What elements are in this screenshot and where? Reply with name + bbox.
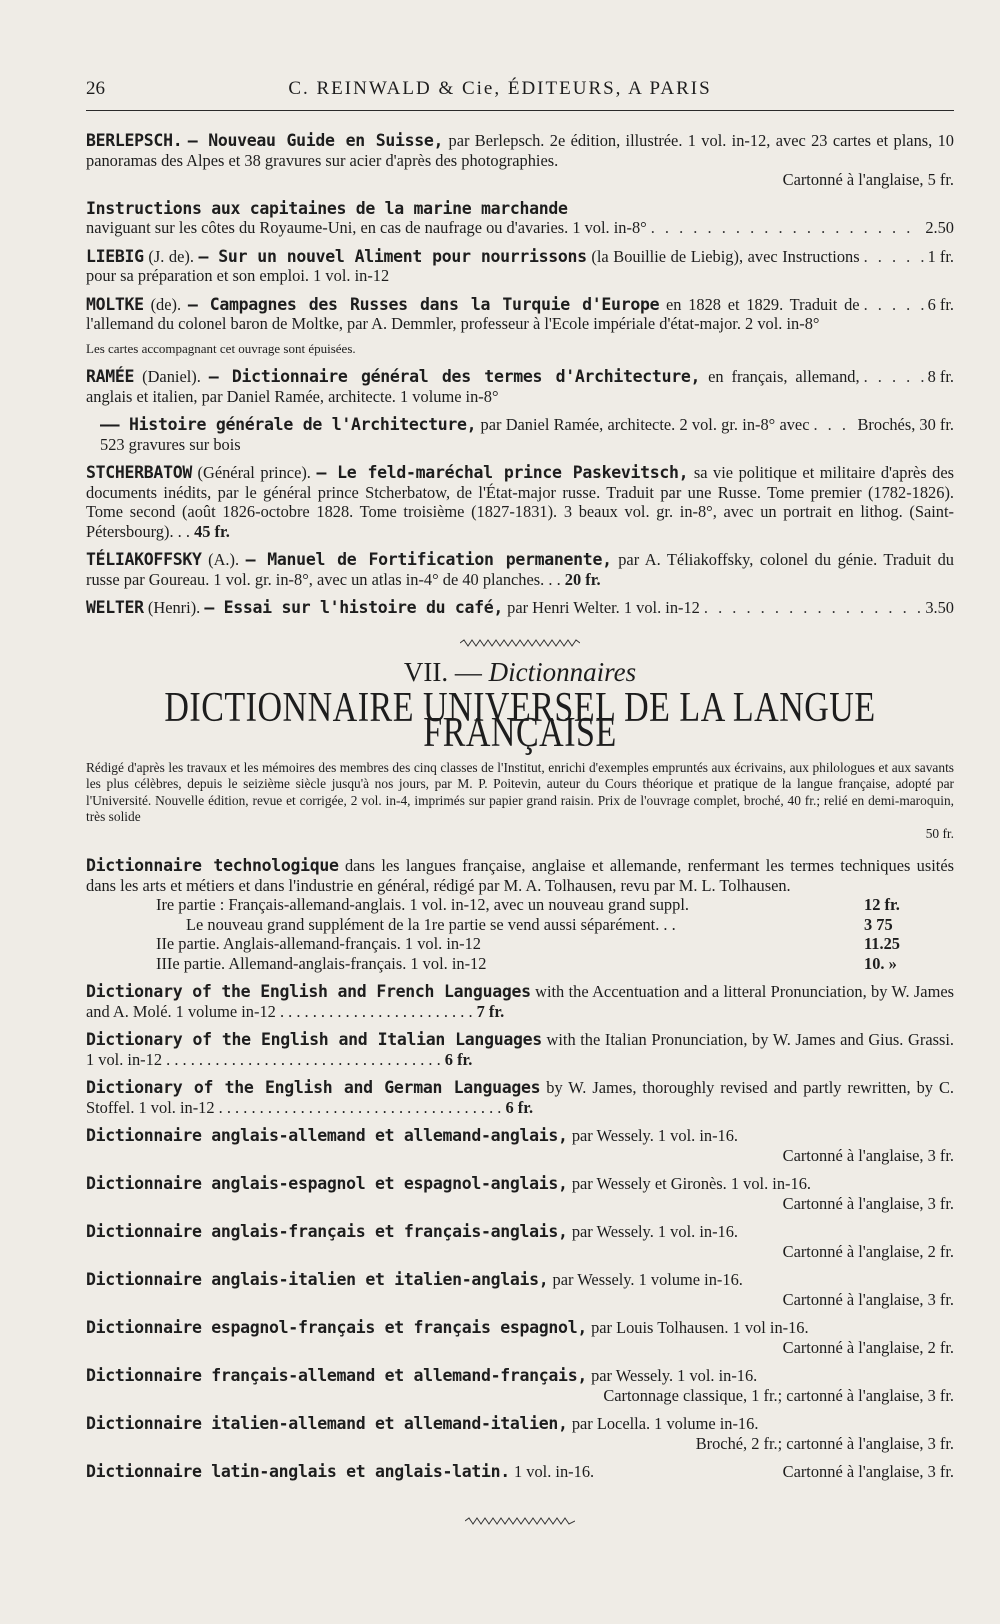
entry-title: — Manuel de Fortification permanente, — [245, 550, 612, 569]
entry-title: Dictionnaire anglais-allemand et allemand-anglais, — [86, 1126, 568, 1145]
entry-price: 2.50 — [925, 218, 954, 237]
entry-price: 20 fr. — [564, 569, 601, 589]
entry-text: par Louis Tolhausen. 1 vol in-16. — [591, 1318, 809, 1337]
entry-author: BERLEPSCH. — [86, 131, 183, 150]
entry-title: — Nouveau Guide en Suisse, — [187, 131, 444, 150]
entry-author-rest: (J. de). — [148, 246, 194, 266]
entry-berlepsch — [86, 131, 954, 190]
entry-ramee — [86, 367, 954, 406]
entry-title: Dictionnaire anglais-italien et italien-anglais, — [86, 1270, 549, 1289]
list-item: IIIe partie. Allemand-anglais-français. 1 vol. in-12 10. » — [156, 953, 897, 973]
entry-wessely-francais-allemand — [86, 1366, 954, 1405]
entry-liebig — [86, 247, 954, 286]
entry-text: par Wessely et Gironès. 1 vol. in-16. — [571, 1174, 811, 1193]
entry-text: sa vie politique et militaire d'après des documents inédits, par le général prince Stcherbatow, de l'État-major russe. Traduit par une Russe. Tome premier (1782-1826). Tome second (août 1826-octobre 1828. Tome troisième (1827-1831). 3 beaux vol. gr. in-8°, avec un portrait en lithog. (Saint-Pétersbourg). — [86, 463, 954, 541]
entry-wessely-anglais-espagnol — [86, 1174, 954, 1213]
entry-author-rest: (Général prince). — [197, 463, 311, 482]
section-number: VII. — — [403, 657, 482, 687]
catalog-entries — [86, 131, 954, 1529]
entry-title: Dictionary of the English and German Languages — [86, 1078, 541, 1097]
list-item: Le nouveau grand supplément de la 1re partie se vend aussi séparément. . . 3 75 — [186, 914, 893, 934]
entry-dictionary-english-french: Dictionary of the English and French Languages with the Accentuation and a litteral Pronunciation, by W. James and A. Molé. 1 volume in-12 . . . . . . . . . . . . . . . . . . . . . . . . 7 fr. — [86, 982, 954, 1021]
entry-title: Dictionnaire anglais-français et français-anglais, — [86, 1222, 568, 1241]
entry-note: Les cartes accompagnant cet ouvrage sont épuisées. — [86, 340, 356, 356]
ornament-divider — [86, 632, 954, 652]
entry-stcherbatow: STCHERBATOW (Général prince). — Le feld-maréchal prince Paskevitsch, sa vie politique et militaire d'après des documents inédits, par le général prince Stcherbatow, de l'État-major russe. Traduit par une Russe. Tome premier (1782-1826). Tome second (août 1826-octobre 1828. Tome troisième (1827-1831). 3 beaux vol. gr. in-8°, avec un portrait en lithog. (Saint-Pétersbourg). . . 45 fr. — [86, 463, 954, 541]
entry-instructions — [86, 199, 954, 238]
entry-author-rest: (Henri). — [147, 598, 201, 617]
entry-text: par Wessely. 1 volume in-16. — [552, 1270, 743, 1289]
entry-text: 1 vol. in-16. — [514, 1462, 595, 1481]
entry-author: WELTER — [86, 598, 144, 617]
entry-dict-techno — [86, 856, 954, 973]
entry-text: (la Bouillie de Liebig), avec Instructions pour sa préparation et son emploi. 1 vol. in-12 — [86, 246, 860, 285]
entry-tolhausen-espagnol-francais — [86, 1318, 954, 1357]
entry-price: Cartonné à l'anglaise, 2 fr. — [782, 1337, 954, 1357]
entry-text: par Wessely. 1 vol. in-16. — [591, 1366, 758, 1385]
entry-title: Dictionnaire latin-anglais et anglais-latin. — [86, 1462, 510, 1481]
dictionnaire-universel-title: DICTIONNAIRE UNIVERSEL DE LA LANGUE FRANÇAISE — [164, 684, 876, 755]
entry-title: — Sur un nouvel Aliment pour nourrissons — [198, 246, 587, 266]
entry-author-rest: (Daniel). — [142, 367, 201, 386]
entry-title: Instructions aux capitaines de la marine marchande — [86, 198, 568, 218]
entry-text: en français, allemand, anglais et italien, par Daniel Ramée, architecte. 1 volume in-8° — [86, 367, 860, 406]
list-item: IIe partie. Anglais-allemand-français. 1 vol. in-12 11.25 — [156, 934, 900, 953]
entry-author: TÉLIAKOFFSKY — [86, 550, 202, 569]
entry-text: par Daniel Ramée, architecte. 2 vol. gr. in-8° avec 523 gravures sur bois — [100, 415, 810, 454]
entry-price: Cartonné à l'anglaise, 3 fr. — [782, 1145, 954, 1165]
entry-author: LIEBIG — [86, 246, 144, 266]
entry-price: Cartonné à l'anglaise, 3 fr. — [782, 1462, 954, 1481]
dict-techno-parts — [86, 895, 954, 973]
entry-author: MOLTKE — [86, 294, 144, 314]
entry-text: par Berlepsch. 2e édition, illustrée. 1 vol. in-12, avec 23 cartes et plans, 10 panoramas des Alpes et 38 gravures sur acier d'après des photographies. — [86, 131, 954, 170]
entry-text: Rédigé d'après les travaux et les mémoires des membres des cinq classes de l'Institut, enrichi d'exemples empruntés aux écrivains, aux philologues et aux savants les plus célèbres, depuis le seizième siècle jusqu'à nos jours, par M. P. Poitevin, auteur du Cours théorique et pratique de la langue française, adopté par l'Université. Nouvelle édition, revue et corrigée, 2 vol. in-4, imprimés sur papier grand raisin. Prix de l'ouvrage complet, broché, 40 fr.; relié en demi-maroquin, très solide — [86, 759, 954, 824]
entry-text: par A. Téliakoffsky, colonel du génie. Traduit du russe par Goureau. 1 vol. gr. in-8°, avec un atlas in-4° de 40 planches. — [86, 550, 954, 589]
entry-latin-anglais — [86, 1462, 954, 1482]
entry-price: Cartonné à l'anglaise, 5 fr. — [782, 170, 954, 189]
entry-text: par Locella. 1 volume in-16. — [571, 1414, 759, 1433]
entry-title: Dictionnaire espagnol-français et français espagnol, — [86, 1318, 587, 1337]
running-title: C. REINWALD & Cie, ÉDITEURS, A PARIS — [288, 78, 712, 99]
entry-text: with the Accentuation and a litteral Pronunciation, by W. James and A. Molé. 1 volume in-12 — [86, 982, 954, 1021]
list-item: Ire partie : Français-allemand-anglais. 1 vol. in-12, avec un nouveau grand suppl. 12 fr. — [156, 895, 900, 914]
entry-author: STCHERBATOW — [86, 463, 192, 482]
page-header — [86, 78, 954, 111]
entry-title: — Le feld-maréchal prince Paskevitsch, — [316, 463, 689, 482]
entry-dictionary-english-german: Dictionary of the English and German Languages by W. James, thoroughly revised and partly rewritten, by C. Stoffel. 1 vol. in-12 . . . . . . . . . . . . . . . . . . . . . . . . . . . . . . . . . . . 6 fr. — [86, 1078, 954, 1117]
entry-title: Dictionary of the English and Italian Languages — [86, 1030, 542, 1049]
entry-price: 3.50 — [925, 598, 954, 617]
page-number: 26 — [86, 78, 105, 99]
entry-author-rest: (de). — [150, 294, 182, 314]
entry-text: with the Italian Pronunciation, by W. James and Gius. Grassi. 1 vol. in-12 — [86, 1030, 954, 1069]
entry-title: — Campagnes des Russes dans la Turquie d'Europe — [187, 294, 660, 314]
entry-price: 6 fr. — [927, 294, 954, 314]
entry-price: 1 fr. — [927, 246, 954, 266]
entry-text: by W. James, thoroughly revised and partly rewritten, by C. Stoffel. 1 vol. in-12 — [86, 1078, 954, 1117]
entry-author: RAMÉE — [86, 367, 135, 386]
entry-text: naviguant sur les côtes du Royaume-Uni, en cas de naufrage ou d'avaries. 1 vol. in-8° — [86, 218, 647, 237]
entry-price: Cartonné à l'anglaise, 3 fr. — [782, 1193, 954, 1213]
entry-price: 8 fr. — [927, 367, 954, 386]
entry-text: en 1828 et 1829. Traduit de l'allemand du colonel baron de Moltke, par A. Demmler, professeur à l'Ecole impériale d'état-major. 2 vol. in-8° — [86, 294, 860, 333]
entry-price: Cartonné à l'anglaise, 2 fr. — [782, 1241, 954, 1261]
entry-title: Dictionnaire français-allemand et allemand-français, — [86, 1366, 587, 1385]
entry-wessely-anglais-italien — [86, 1270, 954, 1309]
entry-title: — Essai sur l'histoire du café, — [204, 598, 504, 617]
entry-price: Cartonné à l'anglaise, 3 fr. — [782, 1289, 954, 1309]
entry-title: —— Histoire générale de l'Architecture, — [100, 415, 477, 434]
entry-wessely-anglais-francais — [86, 1222, 954, 1261]
entry-author-rest: (A.). — [208, 550, 240, 569]
ornament-divider-bottom — [86, 1510, 954, 1530]
entry-text: dans les langues française, anglaise et allemande, renfermant les termes techniques usités dans les arts et métiers et dans l'industrie en général, rédigé par M. A. Tolhausen, revu par M. L. Tolhausen. — [86, 856, 954, 895]
entry-price: Cartonnage classique, 1 fr.; cartonné à l'anglaise, 3 fr. — [603, 1385, 954, 1405]
entry-price: 6 fr. — [505, 1097, 534, 1117]
entry-moltke — [86, 295, 954, 334]
entry-welter — [86, 598, 954, 618]
entry-price: 7 fr. — [476, 1001, 505, 1021]
entry-title: Dictionnaire anglais-espagnol et espagnol-anglais, — [86, 1174, 568, 1193]
entry-price: 45 fr. — [194, 521, 230, 541]
entry-price: Brochés, 30 fr. — [857, 415, 954, 434]
entry-price: Broché, 2 fr.; cartonné à l'anglaise, 3 fr. — [695, 1433, 954, 1453]
entry-price: 6 fr. — [444, 1049, 473, 1069]
section-title: Dictionnaires — [488, 657, 637, 687]
entry-title: Dictionnaire technologique — [86, 856, 339, 875]
entry-dictionnaire-universel — [86, 760, 954, 843]
entry-title: Dictionnaire italien-allemand et allemand-italien, — [86, 1414, 568, 1433]
entry-title: — Dictionnaire général des termes d'Architecture, — [208, 367, 701, 386]
entry-dictionary-english-italian: Dictionary of the English and Italian Languages with the Italian Pronunciation, by W. James and Gius. Grassi. 1 vol. in-12 . . . . . . . . . . . . . . . . . . . . . . . . . . . . . . . . . . 6 fr. — [86, 1030, 954, 1069]
entry-locella-italien-allemand — [86, 1414, 954, 1453]
entry-ramee-histoire — [86, 415, 954, 454]
entry-text: par Wessely. 1 vol. in-16. — [571, 1126, 739, 1145]
entry-teliakoffsky: TÉLIAKOFFSKY (A.). — Manuel de Fortification permanente, par A. Téliakoffsky, colonel du génie. Traduit du russe par Goureau. 1 vol. gr. in-8°, avec un atlas in-4° de 40 planches. . . 20 fr. — [86, 550, 954, 589]
entry-title: Dictionary of the English and French Languages — [86, 982, 531, 1001]
entry-wessely-anglais-allemand — [86, 1126, 954, 1165]
section-heading — [86, 657, 954, 687]
entry-text: par Wessely. 1 vol. in-16. — [571, 1222, 739, 1241]
entry-text: par Henri Welter. 1 vol. in-12 — [507, 598, 700, 617]
entry-price: 50 fr. — [925, 825, 954, 841]
